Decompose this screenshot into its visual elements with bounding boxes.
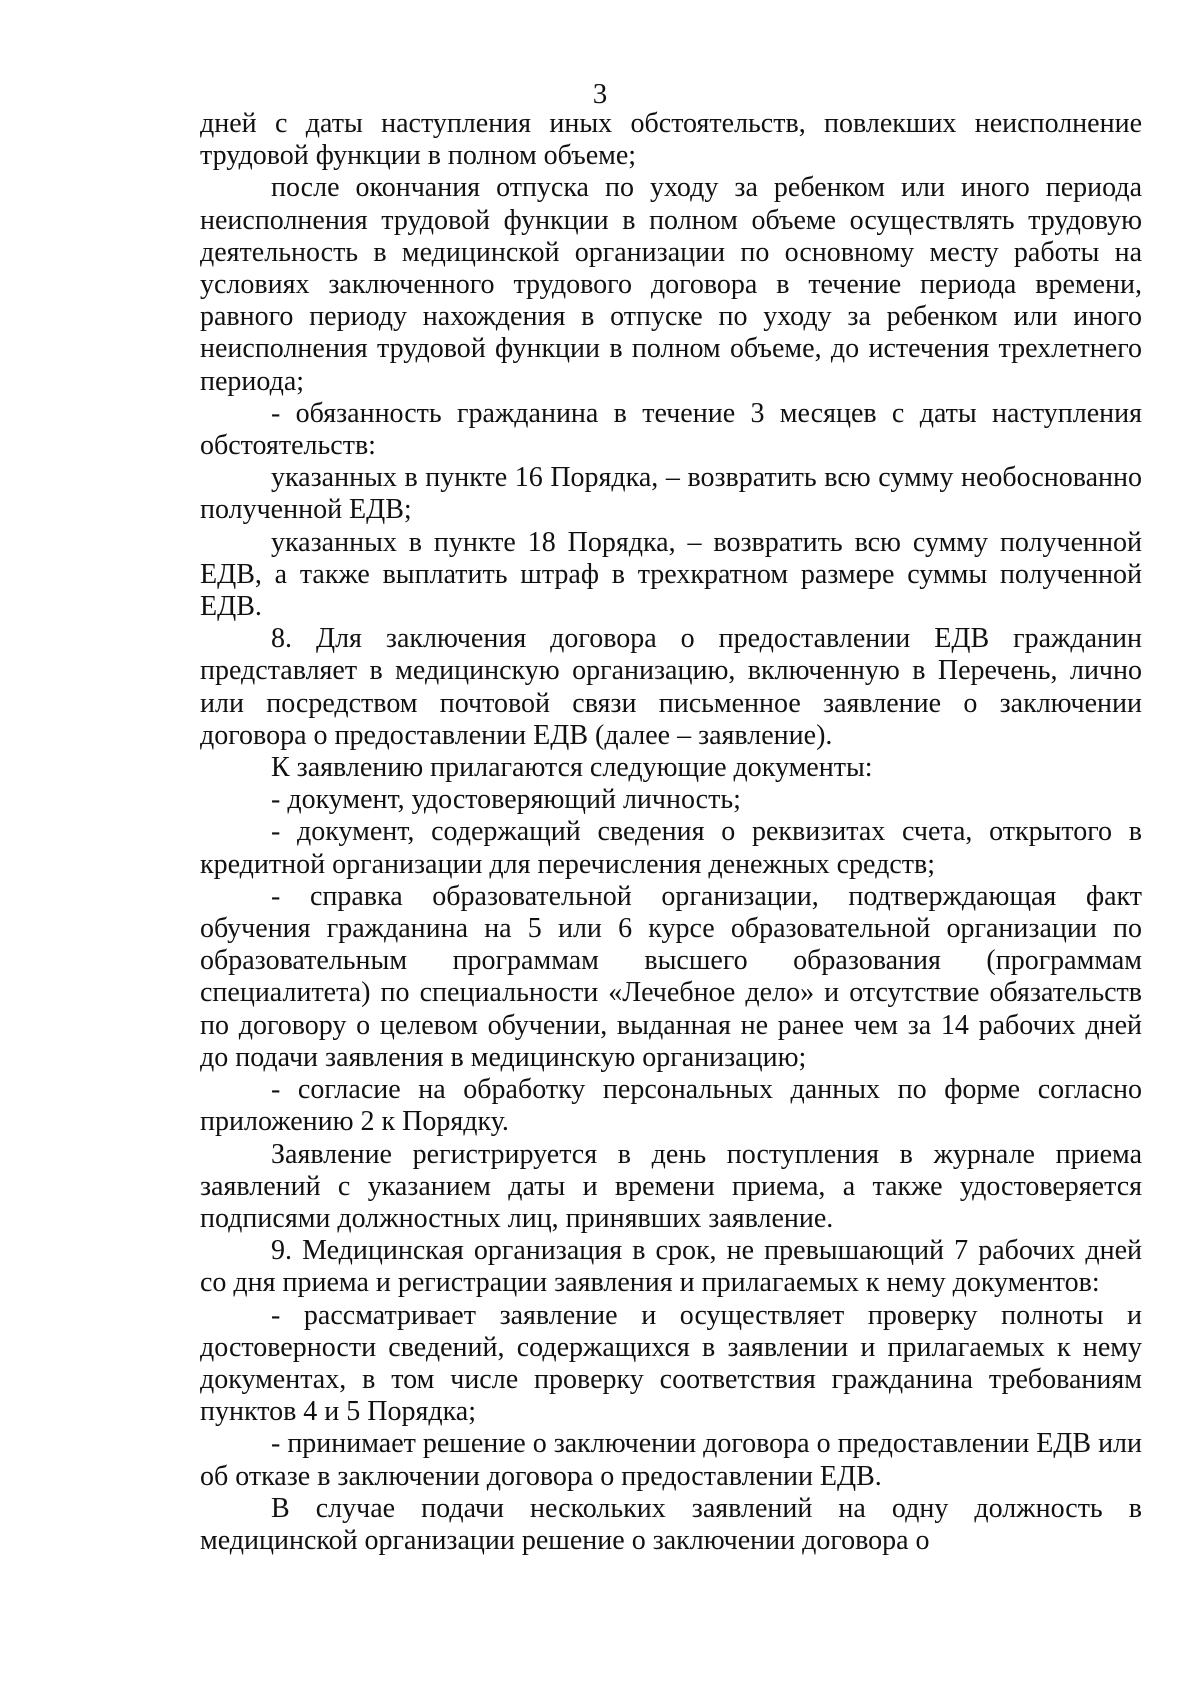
list-item-review-application: - рассматривает заявление и осуществляет проверку полноты и достоверности сведений, содержащихся в заявлении и прилагаемых к нему документах, в том числе проверку соответствия гражданина требованиям пунктов 4 и 5 Порядка; — [200, 1299, 1142, 1428]
list-item-education-certificate: - справка образовательной организации, подтверждающая факт обучения гражданина на 5 или 6 курсе образовательной организации по образовательным программам высшего образования (программам специалитета) по специальности «Лечебное дело» и отсутствие обязательств по договору о целевом обучении, выданная не ранее чем за 14 рабочих дней до подачи заявления в медицинскую организацию; — [200, 880, 1142, 1073]
paragraph-item-9: 9. Медицинская организация в срок, не превышающий 7 рабочих дней со дня приема и регистрации заявления и прилагаемых к нему документов: — [200, 1235, 1142, 1299]
paragraph-item-8: 8. Для заключения договора о предоставлении ЕДВ гражданин представляет в медицинскую организацию, включенную в Перечень, лично или посредством почтовой связи письменное заявление о заключении договора о предоставлении ЕДВ (далее – заявление). — [200, 623, 1142, 751]
paragraph-registration: Заявление регистрируется в день поступления в журнале приема заявлений с указанием даты и времени приема, а также удостоверяется подписями должностных лиц, принявших заявление. — [200, 1138, 1142, 1234]
paragraph-clause-18: указанных в пункте 18 Порядка, – возвратить всю сумму полученной ЕДВ, а также выплатить штраф в трехкратном размере суммы полученной ЕДВ. — [200, 526, 1142, 623]
list-item-decision: - принимает решение о заключении договора о предоставлении ЕДВ или об отказе в заключении договора о предоставлении ЕДВ. — [200, 1428, 1143, 1492]
paragraph-multiple-applications: В случае подачи нескольких заявлений на одну должность в медицинской организации решение о заключении договора о — [200, 1492, 1142, 1556]
paragraph-obligation-3-months: - обязанность гражданина в течение 3 месяцев с даты наступления обстоятельств: — [200, 397, 1142, 462]
page-number: 3 — [592, 78, 608, 110]
paragraph-clause-16: указанных в пункте 16 Порядка, – возвратить всю сумму необоснованно полученной ЕДВ; — [200, 462, 1142, 526]
document-body — [200, 108, 1142, 1557]
paragraph-continuation: дней с даты наступления иных обстоятельств, повлекших неисполнение трудовой функции в полном объеме; — [200, 108, 1142, 172]
list-item-identity-document: - документ, удостоверяющий личность; — [271, 784, 741, 816]
paragraph-after-leave: после окончания отпуска по уходу за ребенком или иного периода неисполнения трудовой функции в полном объеме осуществлять трудовую деятельность в медицинской организации по основному месту работы на условиях заключенного трудового договора в течение периода времени, равного периоду нахождения в отпуске по уходу за ребенком или иного неисполнения трудовой функции в полном объеме, до истечения трехлетнего периода; — [200, 172, 1142, 397]
list-item-personal-data-consent: - согласие на обработку персональных данных по форме согласно приложению 2 к Порядку. — [200, 1074, 1142, 1138]
list-item-bank-account-document: - документ, содержащий сведения о реквизитах счета, открытого в кредитной организации для перечисления денежных средств; — [200, 816, 1142, 880]
paragraph-documents-intro: К заявлению прилагаются следующие документы: — [271, 752, 873, 784]
